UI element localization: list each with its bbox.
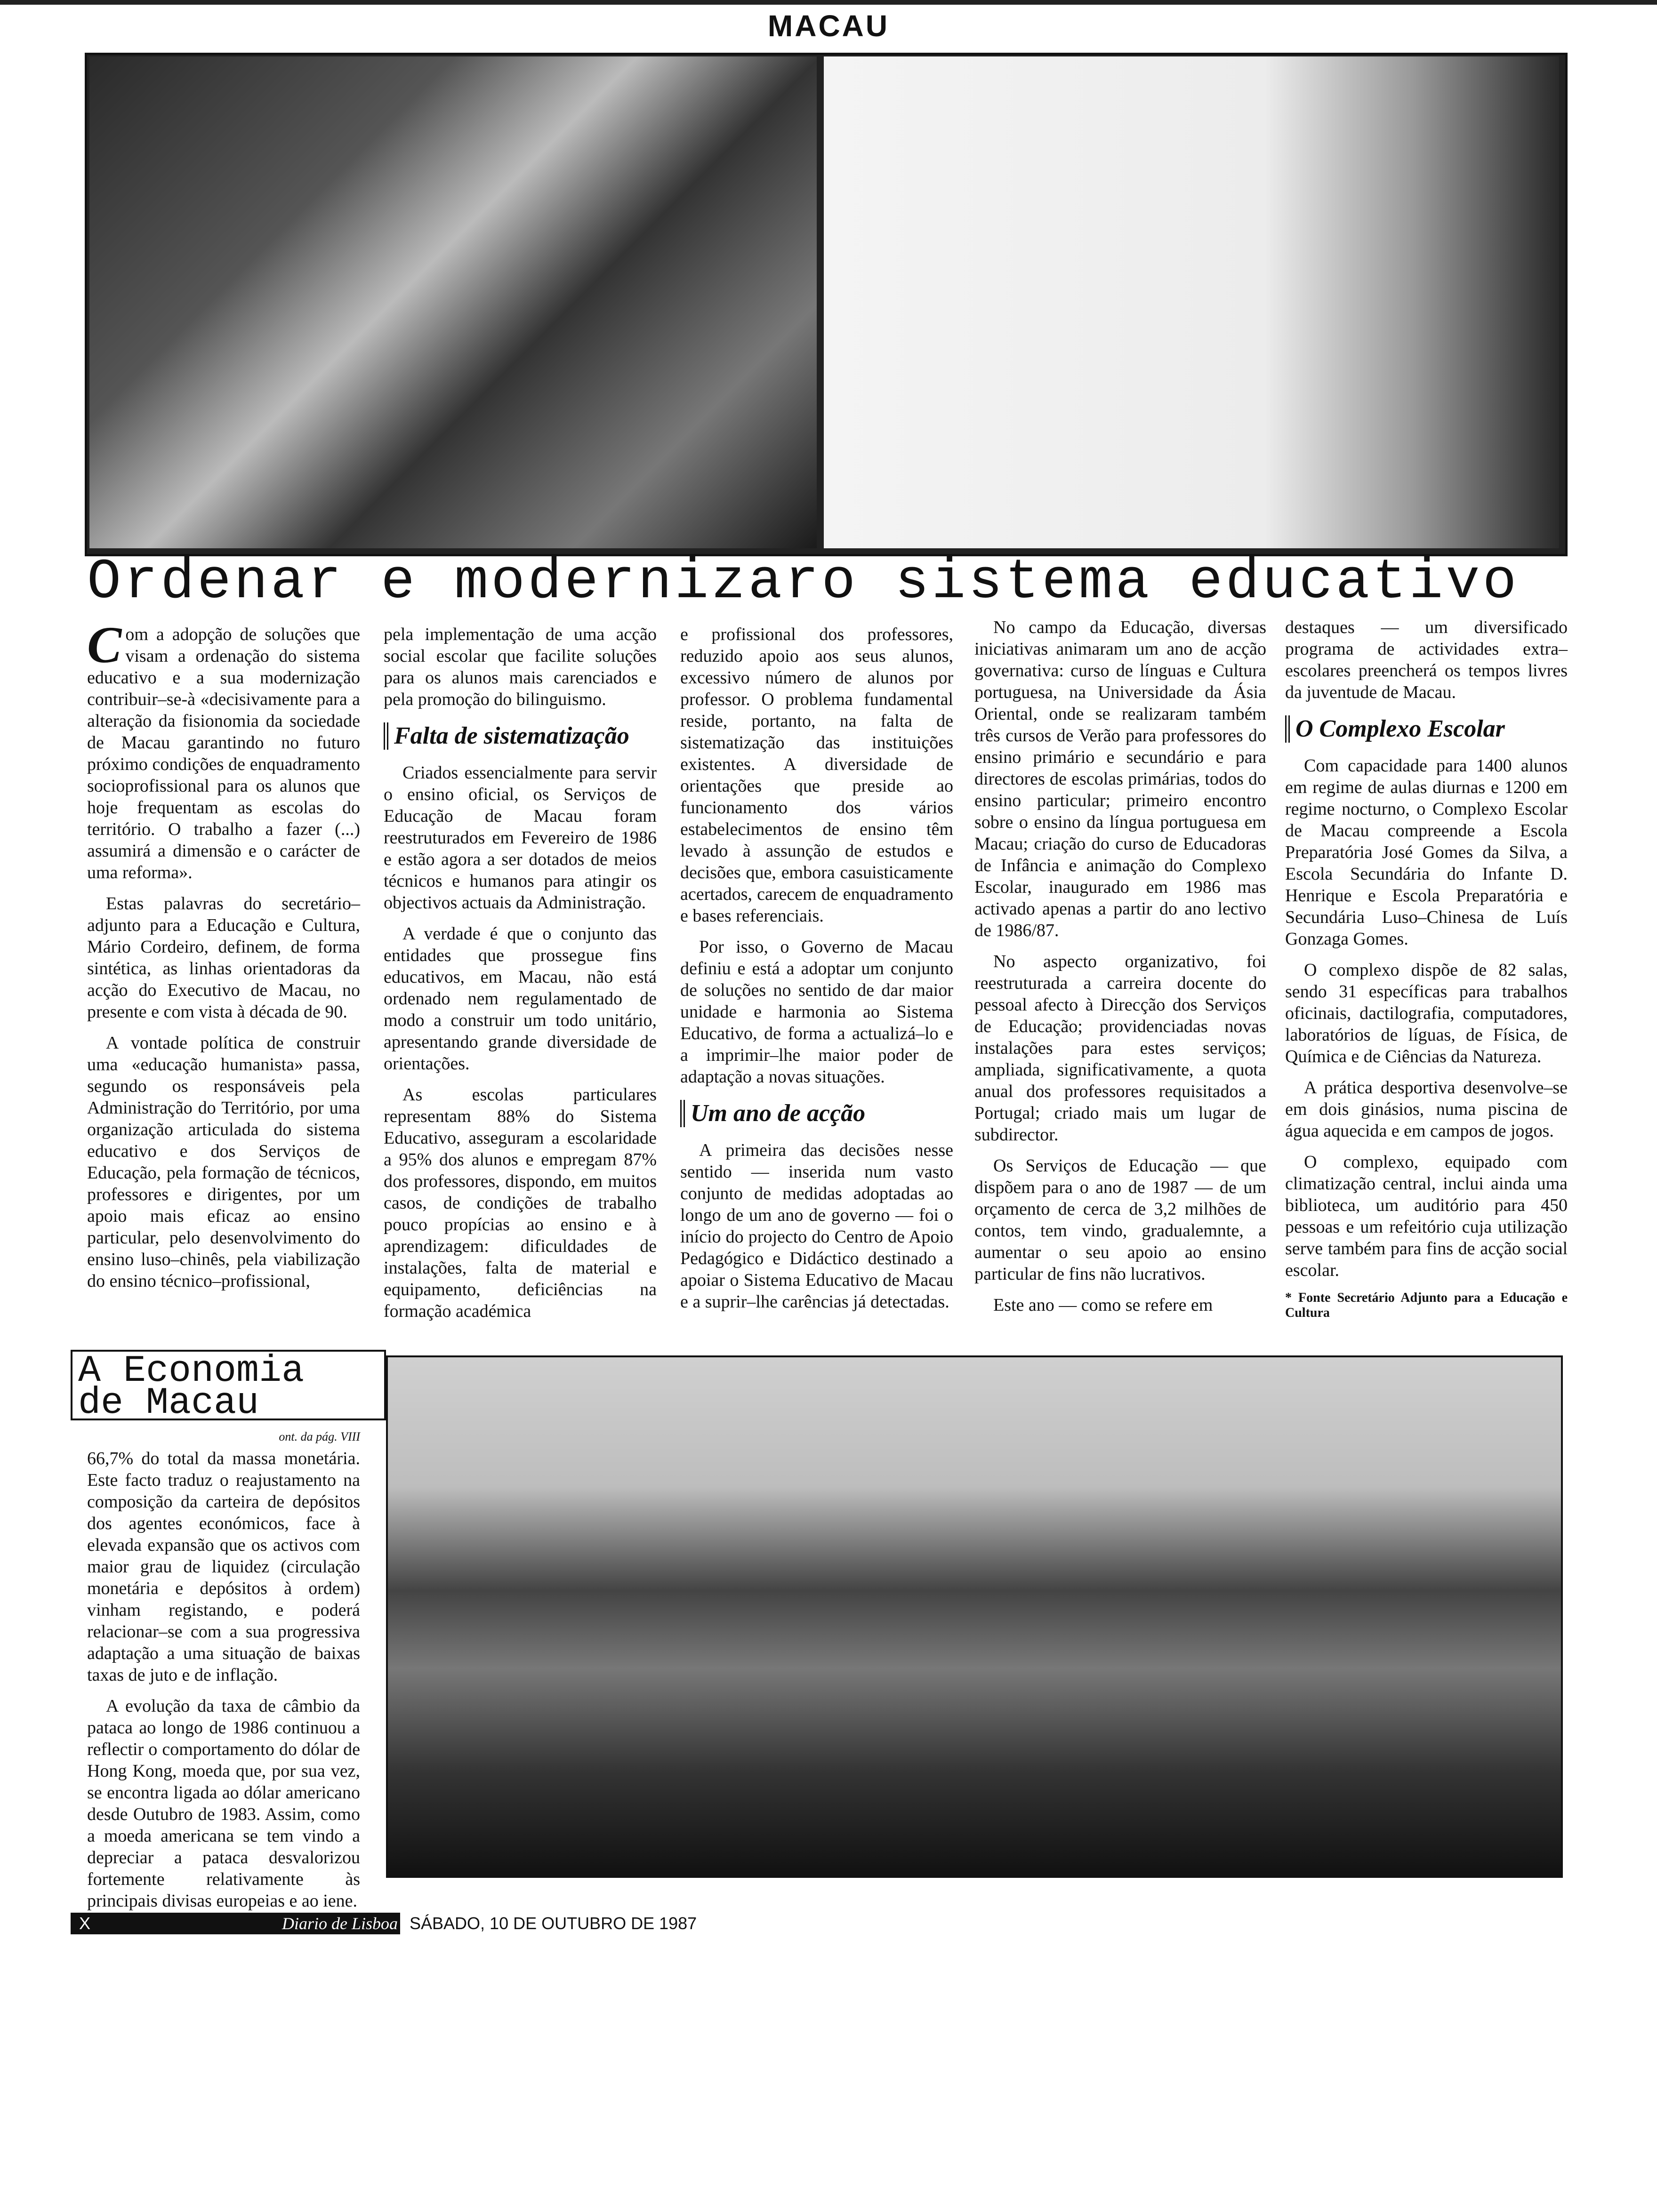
article-paragraph: pela implementação de uma acção social escolar que facilite soluções para os alunos mais carenciados e pela promoção do bilinguismo.	[384, 625, 657, 709]
subhead-um-ano: Um ano de acção	[680, 1100, 953, 1127]
article-paragraph: Com capacidade para 1400 alunos em regime de aulas diurnas e 1200 em regime nocturno, o Complexo Escolar de Macau compreende a Escola Preparatória José Gomes da Silva, a Escola Secundária do Infante D. Henrique e Escola Preparatória e Secundária Luso–Chinesa de Luís Gonzaga Gomes.	[1285, 756, 1568, 949]
article-paragraph: Estas palavras do secretário–adjunto para a Educação e Cultura, Mário Cordeiro, definem, de forma sintética, as linhas orientadoras da acção do Executivo de Macau, no presente e com vista à década de 90.	[87, 894, 360, 1022]
page-number: X	[79, 1914, 90, 1933]
article-paragraph: e profissional dos professores, reduzido apoio aos seus alunos, excessivo número de alunos por professor. O problema fundamental reside, portanto, na falta de sistematização das instituições existentes. A diversidade de orientações que preside ao funcionamento dos vários estabelecimentos de ensino têm levado à assunção de estudos e decisões que, embora casuisticamente acertados, carecem de enquadramento e bases referenciais.	[680, 625, 953, 926]
article-paragraph: destaques — um diversificado programa de actividades extra–escolares preencherá os tempos livres da juventude de Macau.	[1285, 617, 1568, 702]
continued-note: ont. da pág. VIII	[279, 1430, 360, 1443]
article-paragraph: A verdade é que o conjunto das entidades que prossegue fins educativos, em Macau, não está ordenado nem regulamentado de modo a construir um todo unitário, apresentando grande diversidade de orientações.	[384, 924, 657, 1074]
subhead-falta: Falta de sistematização	[384, 722, 657, 750]
article-column-1	[87, 616, 360, 1301]
subhead-complexo: O Complexo Escolar	[1285, 715, 1568, 743]
article-paragraph: As escolas particulares representam 88% do Sistema Educativo, asseguram a escolaridade a 95% dos alunos e empregam 87% dos professores, dispondo, em muitos casos, de condições de trabalho pouco propícias ao ensino e à aprendizagem: dificuldades de instalações, falta de material e equipamento, deficiências na formação académica	[384, 1085, 657, 1321]
economia-paragraph: A evolução da taxa de câmbio da pataca ao longo de 1986 continuou a reflectir o comportamento do dólar de Hong Kong, moeda que, por sua vez, se encontra ligada ao dólar americano desde Outubro de 1983. Assim, como a moeda americana se tem vindo a depreciar a pataca desvalorizou fortemente relativamente às principais divisas europeias e ao iene.	[87, 1696, 360, 1911]
article-column-3	[680, 624, 953, 1322]
article-column-5	[1285, 617, 1568, 1321]
economia-title-line-2: de Macau	[78, 1382, 259, 1425]
top-rule	[0, 0, 1657, 5]
article-paragraph: A vontade política de construir uma «educação humanista» passa, segundo os responsáveis pela Administração do Território, por uma organização articulada do sistema educativo e dos Serviços de Educação, pela formação de técnicos, professores e dirigentes, por um apoio mais eficaz ao ensino particular, pelo desenvolvimento do ensino luso–chinês, pela viabilização do ensino técnico–profissional,	[87, 1033, 360, 1291]
article-paragraph: Criados essencialmente para servir o ensino oficial, os Serviços de Educação de Macau foram reestruturados em Fevereiro de 1986 e estão agora a ser dotados de meios técnicos e humanos para atingir os objectivos actuais da Administração.	[384, 763, 657, 913]
article-paragraph: Os Serviços de Educação — que dispõem para o ano de 1987 — de um orçamento de cerca de 3,2 milhões de contos, tem vindo, gradualemnte, a aumentar o seu apoio ao ensino particular de fins não lucrativos.	[974, 1156, 1266, 1284]
economia-paragraph: 66,7% do total da massa monetária. Este facto traduz o reajustamento na composição da carteira de depósitos dos agentes económicos, face à elevada expansão que os activos com maior grau de liquidez (circulação monetária e depósitos à ordem) vinham registando, e poderá relacionar–se com a sua progressiva adaptação a uma situação de baixas taxas de juto e de inflação.	[87, 1449, 360, 1685]
students-photo	[89, 56, 817, 548]
economia-title-line-1: A Economia	[78, 1350, 305, 1393]
teacher-blackboard-photo	[824, 56, 1559, 548]
article-paragraph: O complexo dispõe de 82 salas, sendo 31 específicas para trabalhos oficinais, dactilografia, computadores, laboratórios de líguas, de Física, de Química e de Ciências da Natureza.	[1285, 960, 1568, 1066]
economia-column	[87, 1426, 360, 1936]
article-column-4	[974, 617, 1266, 1325]
article-paragraph: No campo da Educação, diversas iniciativas animaram um ano de acção governativa: curso de línguas e Cultura portuguesa, na Universidade da Ásia Oriental, onde se realizaram também três cursos de Verão para professores do ensino primário e secundário e para directores de escolas primárias, todos do ensino particular; primeiro encontro sobre o ensino da língua portuguesa em Macau; criação do curso de Educadoras de Infância e animação do Complexo Escolar, inaugurado em 1986 mas activado apenas a partir do ano lectivo de 1986/87.	[974, 617, 1266, 940]
issue-date: SÁBADO, 10 DE OUTUBRO DE 1987	[410, 1914, 697, 1933]
newspaper-name: Diario de Lisboa	[282, 1914, 398, 1933]
section-title: MACAU	[767, 9, 890, 43]
headline: Ordenar e modernizaro sistema educativo	[87, 551, 1520, 615]
article-paragraph: Por isso, o Governo de Macau definiu e está a adoptar um conjunto de soluções no sentido de dar maior unidade e harmonia ao Sistema Educativo, de forma a actualizá–lo e a imprimir–lhe maior poder de adaptação a novas situações.	[680, 937, 953, 1087]
article-paragraph: Este ano — como se refere em	[993, 1295, 1213, 1315]
article-footnote: * Fonte Secretário Adjunto para a Educação e Cultura	[1285, 1290, 1568, 1320]
footer-bar	[71, 1913, 400, 1934]
economia-title-box	[71, 1350, 386, 1425]
article-paragraph: No aspecto organizativo, foi reestruturada a carreira docente do pessoal afecto à Direcção dos Serviços de Educação; providenciadas novas instalações para estes serviços; ampliada, significativamente, a quota anual dos professores requisitados a Portugal; criado mais um lugar de subdirector.	[974, 952, 1266, 1145]
drop-cap: C	[87, 616, 122, 673]
article-paragraph: A prática desportiva desenvolve–se em dois ginásios, numa piscina de água aquecida e em campos de jogos.	[1285, 1078, 1568, 1141]
article-paragraph: Com a adopção de soluções que visam a ordenação do sistema educativo e a sua modernização contribuir–se-à «decisivamente para a alteração da fisionomia da sociedade de Macau garantindo no futuro próximo condições de enquadramento socioprofissional para os alunos que hoje frequentam as escolas do território. O trabalho a fazer (...) assumirá a dimensão e o carácter de uma reforma».	[87, 616, 360, 882]
article-paragraph: A primeira das decisões nesse sentido — inserida num vasto conjunto de medidas adoptadas ao longo de um ano de governo — foi o início do projecto do Centro de Apoio Pedagógico e Didáctico destinado a apoiar o Sistema Educativo de Macau e a suprir–lhe carências já detectadas.	[680, 1140, 953, 1312]
article-paragraph: O complexo, equipado com climatização central, inclui ainda uma biblioteca, um auditório para 450 pessoas e um refeitório cuja utilização serve também para fins de acção social escolar.	[1285, 1152, 1568, 1280]
macau-skyline-photo	[386, 1355, 1563, 1878]
article-column-2	[384, 624, 657, 1331]
